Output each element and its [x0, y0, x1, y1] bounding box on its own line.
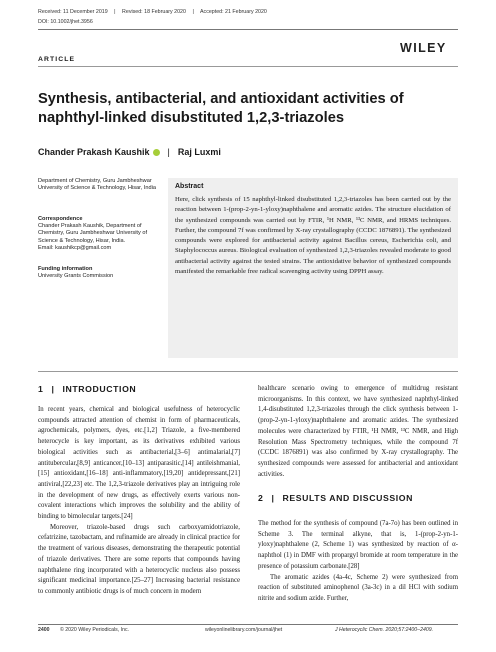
paragraph: The aromatic azides (4a-4c, Scheme 2) were synthesized from reaction of substituted aminophenol (3a-3c) in a dil HCl with sodium nitrite and sodium azide. Further,: [258, 573, 458, 602]
abstract-heading: Abstract: [175, 183, 204, 190]
author-name[interactable]: Raj Luxmi: [177, 147, 221, 157]
correspondence-heading: Correspondence: [38, 216, 83, 222]
section-title: RESULTS AND DISCUSSION: [282, 493, 413, 503]
results-column: [258, 519, 458, 605]
orcid-icon[interactable]: [153, 149, 160, 156]
journal-url[interactable]: wileyonlinelibrary.com/journal/jhet: [205, 627, 283, 633]
paragraph: healthcare scenario owing to emergence of multidrug resistant microorganisms. In this context, we have synthesized naphthyl-linked 1,4-disubstituted 1,2,3-triazoles through the click synthesis between 1-(prop-2-yn-1-yloxy)naphthalene and aromatic azides. The synthesized molecules were characterized by FTIR, ¹H NMR, ¹³C NMR, and High Resolution Mass Spectrometry techniques, while the compound 7f (CCDC 1876891) was also confirmed by X-ray crystallography. The synthesized compounds were assessed for antibacterial and antioxidant activities.: [258, 385, 458, 478]
paragraph: Moreover, triazole-based drugs such carboxyamidotriazole, cefatrizine, tazobactam, and rufinamide are already in clinical practice for the treatment of various diseases, demonstrating the therapeutic potential of triazole derivatives. There are some reports that compounds having naphthalene ring incorporated with a heterocyclic nucleus also possess significant medicinal importance.[25–27] Increasing bacterial resistance to commonly antibiotic drugs is of much concern in modern: [38, 523, 240, 595]
section-label: ARTICLE: [38, 56, 76, 63]
author-list: [38, 147, 221, 157]
copyright: © 2020 Wiley Periodicals, Inc.: [60, 627, 129, 633]
article-dates: [38, 9, 272, 15]
affiliation: Department of Chemistry, Guru Jambheshwar University of Science & Technology, Hisar, India: [38, 178, 156, 192]
author-name[interactable]: Chander Prakash Kaushik: [38, 147, 150, 157]
introduction-column: [38, 405, 240, 598]
section-number: 1: [38, 384, 44, 394]
article-title: Synthesis, antibacterial, and antioxidant activities of naphthyl-linked disubstituted 1,2,3-triazoles: [38, 91, 404, 126]
introduction-column-continued: [258, 384, 458, 480]
date-separator: |: [192, 9, 194, 15]
correspondence-email[interactable]: Email: kaushikcp@gmail.com: [38, 244, 112, 251]
revised-date: Revised: 18 February 2020: [122, 9, 186, 15]
paragraph: The method for the synthesis of compound (7a-7o) has been outlined in Scheme 3. The terminal alkyne, that is, 1-(prop-2-yn-1-yloxy)naphthalene (2, Scheme 1) was synthesized by reaction of α-naphthol (1) in DMF with propargyl bromide at room temperature in the presence of potassium carbonate.[28]: [258, 520, 458, 570]
date-separator: |: [114, 9, 116, 15]
header-divider: [38, 29, 458, 30]
funding-information: [38, 266, 166, 280]
abstract-text: Here, click synthesis of 15 naphthyl-linked disubstituted 1,2,3-triazoles has been carried out by the reaction between 1-(prop-2-yn-1-yloxy)naphthalene and aromatic azides. The structure elucidation of the synthesized compounds was carried out by FTIR, ¹H NMR, ¹³C NMR, and HRMS techniques. Further, the compound 7f was confirmed by X-ray crystallography (CCDC 1876891). The synthesized compounds were explored for antibacterial activity against Bacillus cereus, Escherichia coli, and Staphylococcus aureus. Biological evaluation of synthesized 1,2,3-triazoles revealed moderate to good antibacterial activity against the tested strains. The antioxidative behavior of synthesized compounds manifested the remarkable free radical scavenging activity using DPPH assay.: [175, 196, 451, 276]
received-date: Received: 11 December 2019: [38, 9, 108, 15]
paragraph: In recent years, chemical and biological usefulness of heterocyclic compounds attracted attention of chemist in form of pharmaceuticals, agrochemicals, polymers, dyes, etc.[1,2] Triazole, a five-membered heterocycle is key important, as its derivatives exhibited various biological activities such as antibacterial,[3–6] antimalarial,[7] antitubercular,[8,9] anticancer,[10–13] antiparasitic,[14] antileishmanial,[15] antioxidant,[16–18] anti-inflammatory,[19,20] antidepressant,[21] antiviral,[22,23] etc. The 1,2,3-triazole derivatives play an intriguing role in the development of new drugs, as effectively exerts various non-covalent interactions which improves the solubility and the ability of binding to bimolecular targets.[24]: [38, 406, 240, 521]
footer-divider: [38, 624, 458, 625]
funding-text: University Grants Commission: [38, 273, 114, 280]
correspondence-text: Chander Prakash Kaushik, Department of Chemistry, Guru Jambheshwar University of Science & Technology, Hisar, India.: [38, 223, 148, 244]
journal-citation: J Heterocyclic Chem. 2020;57:2400–2409.: [335, 627, 434, 633]
funding-heading: Funding information: [38, 266, 93, 272]
doi[interactable]: DOI: 10.1002/jhet.3956: [38, 19, 93, 25]
publisher-logo: WILEY: [400, 41, 447, 55]
page-number: 2400: [38, 627, 50, 633]
section-heading-introduction: [38, 384, 136, 394]
author-separator: |: [167, 147, 170, 157]
correspondence: [38, 216, 166, 252]
section-divider: [38, 66, 458, 67]
section-number: 2: [258, 493, 264, 503]
body-divider: [38, 371, 458, 372]
section-title: INTRODUCTION: [62, 384, 137, 394]
section-separator: |: [51, 384, 55, 394]
section-heading-results: [258, 493, 413, 503]
accepted-date: Accepted: 21 February 2020: [200, 9, 267, 15]
section-separator: |: [271, 493, 275, 503]
